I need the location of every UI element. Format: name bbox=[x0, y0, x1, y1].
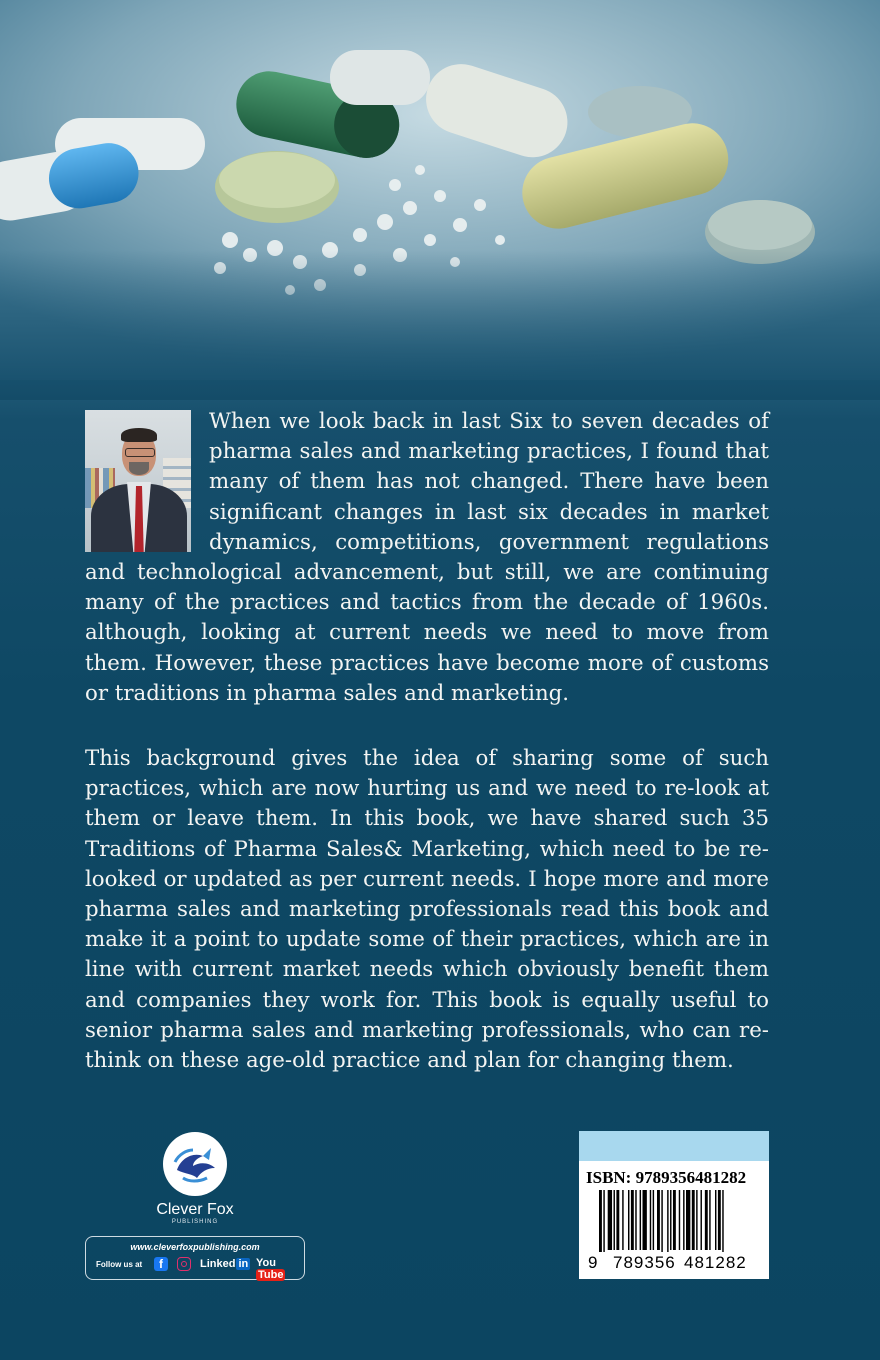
description-paragraph-1: When we look back in last Six to seven decades of pharma sales and marketing practices, I found that many of them has not changed. There have been significant changes in last six decades in market dynamics, competitions, government regulations and technological advancement, but still, we are continuing many of the practices and tactics from the decade of 1960s. although, looking at current needs we need to move from them. However, these practices have become more of customs or traditions in pharma sales and marketing. bbox=[85, 409, 769, 706]
barcode-bar bbox=[670, 1190, 671, 1250]
barcode-bar bbox=[696, 1190, 697, 1250]
facebook-icon[interactable]: f bbox=[154, 1257, 168, 1271]
fox-logo-icon bbox=[163, 1132, 227, 1196]
barcode-digits-left: 789356 bbox=[613, 1253, 676, 1272]
barcode-bar bbox=[709, 1190, 710, 1250]
barcode-bar bbox=[692, 1190, 695, 1250]
barcode-bar bbox=[608, 1190, 612, 1250]
follow-label: Follow us at bbox=[96, 1260, 143, 1269]
barcode-bar bbox=[701, 1190, 702, 1250]
barcode-bar bbox=[628, 1190, 629, 1250]
publisher-tagline: PUBLISHING bbox=[171, 1219, 219, 1225]
isbn-barcode bbox=[579, 1131, 769, 1279]
barcode-bar bbox=[683, 1190, 684, 1250]
barcode-bars bbox=[599, 1190, 759, 1252]
description-paragraph-2: This background gives the idea of sharing some of such practices, which are now hurting us and we need to re-look at them or leave them. In this book, we have shared such 35 Traditions of Pharma Sales& Marketing, which need to be re-looked or updated as per current needs. I hope more and more pharma sales and marketing professionals read this book and make it a point to update some of their practices, which are in line with current market needs which obviously benefit them and companies they work for. This book is equally useful to senior pharma sales and marketing professionals, who can re-think on these age-old practice and plan for changing them. bbox=[85, 746, 769, 1074]
barcode-bar bbox=[718, 1190, 721, 1250]
barcode-digit-first: 9 bbox=[588, 1253, 598, 1272]
barcode-bar bbox=[614, 1190, 615, 1250]
barcode-bar bbox=[622, 1190, 623, 1250]
barcode-bar bbox=[715, 1190, 716, 1250]
linkedin-icon[interactable]: Linked in bbox=[200, 1258, 249, 1270]
social-links-box bbox=[85, 1236, 305, 1280]
barcode-digits-right: 481282 bbox=[684, 1253, 747, 1272]
barcode-band bbox=[579, 1131, 769, 1161]
barcode-bar bbox=[653, 1190, 654, 1250]
barcode-bar bbox=[657, 1190, 660, 1250]
barcode-bar bbox=[673, 1190, 676, 1250]
photo-fade bbox=[0, 250, 880, 400]
barcode-bar bbox=[650, 1190, 651, 1250]
youtube-icon[interactable]: YouTube bbox=[256, 1257, 284, 1281]
barcode-bar bbox=[640, 1190, 641, 1250]
top-capsule bbox=[330, 50, 430, 105]
barcode-bar bbox=[616, 1190, 619, 1250]
barcode-bar bbox=[679, 1190, 680, 1250]
barcode-bar bbox=[599, 1190, 602, 1252]
barcode-bar bbox=[643, 1190, 647, 1250]
barcode-bar bbox=[686, 1190, 690, 1250]
barcode-bar bbox=[661, 1190, 662, 1252]
barcode-bar bbox=[705, 1190, 708, 1250]
instagram-icon[interactable] bbox=[177, 1257, 191, 1271]
barcode-bar bbox=[635, 1190, 636, 1250]
publisher-website[interactable]: www.cleverfoxpublishing.com bbox=[130, 1242, 260, 1252]
publisher-name: Clever Fox bbox=[156, 1201, 234, 1218]
isbn-label: ISBN: 9789356481282 bbox=[586, 1168, 747, 1187]
barcode-bar bbox=[631, 1190, 634, 1250]
barcode-bar bbox=[667, 1190, 668, 1252]
barcode-bar bbox=[722, 1190, 723, 1252]
barcode-bar bbox=[603, 1190, 604, 1252]
